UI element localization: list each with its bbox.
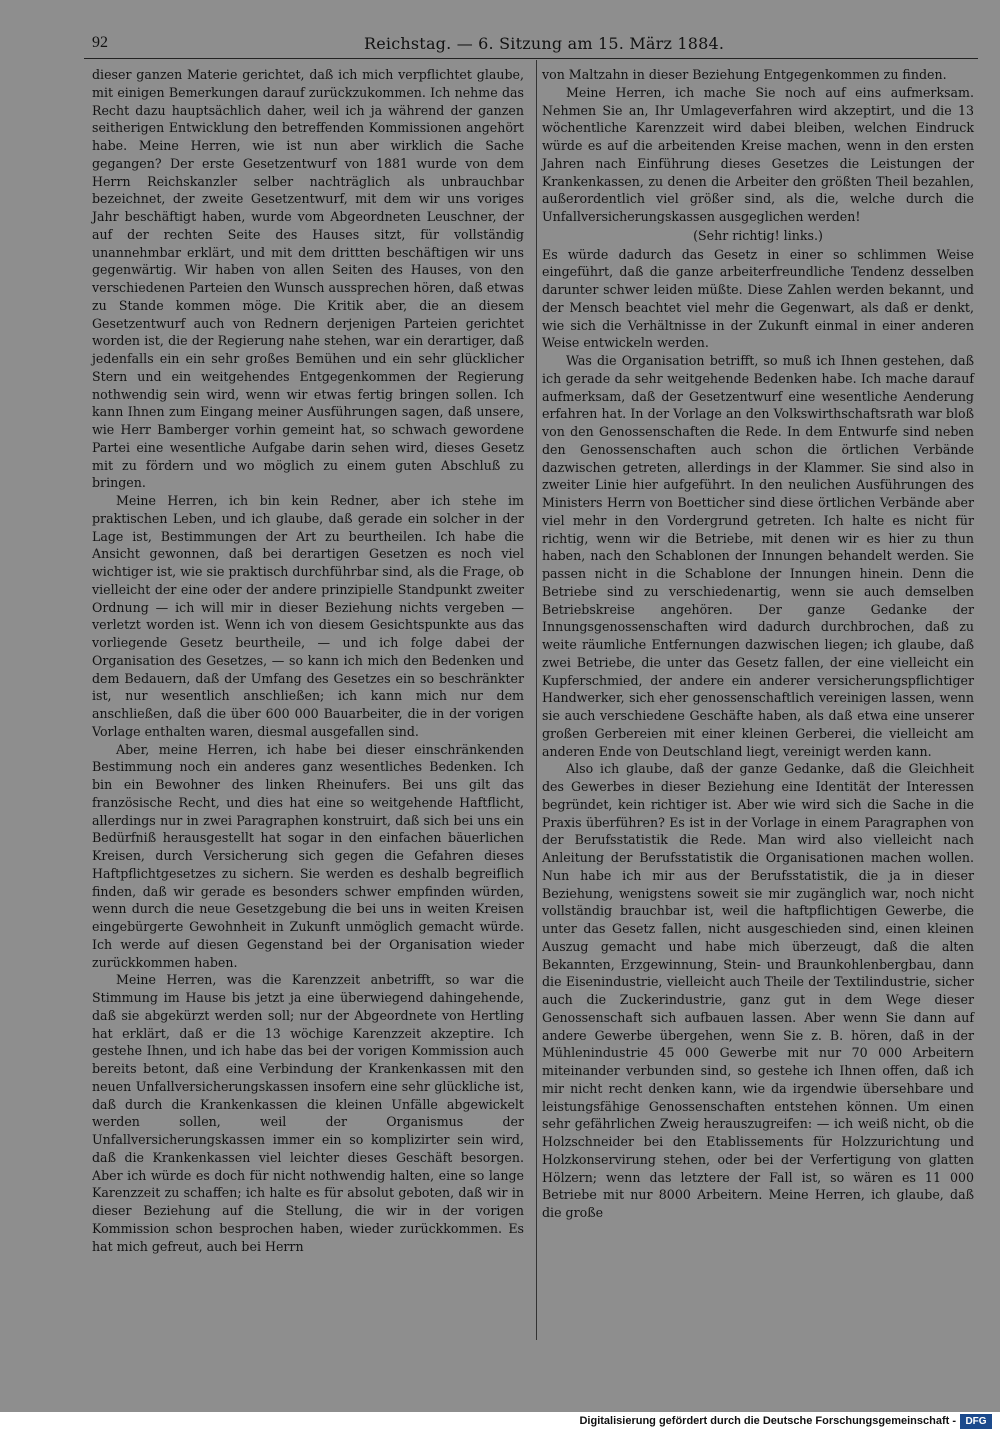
right-column [542,66,974,1222]
running-head: Reichstag. — 6. Sitzung am 15. März 1884. [364,34,725,53]
paragraph: von Maltzahn in dieser Beziehung Entgegenkommen zu finden. [542,67,947,82]
funding-note: Digitalisierung gefördert durch die Deutsche Forschungsgemeinschaft - [579,1415,956,1427]
column-divider [536,60,537,1340]
dfg-logo: DFG [960,1414,992,1429]
paragraph: Meine Herren, ich bin kein Redner, aber ich stehe im praktischen Leben, und ich glaube, daß gerade ein solcher in der Lage ist, Bestimmungen der Art zu beurtheilen. Ich habe die Ansicht gewonnen, daß bei derartigen Gesetzen es noch viel wichtiger ist, wie sie praktisch durchführbar sind, als die Frage, ob vielleicht der eine oder der andere prinzipielle Standpunkt zweiter Ordnung — ich will mir in dieser Beziehung nichts vergeben — verletzt worden ist. Wenn ich von diesem Gesichtspunkte aus das vorliegende Gesetz beurtheile, — und ich folge dabei der Organisation des Gesetzes, — so kann ich mich den Bedenken und dem Bedauern, daß der Umfang des Gesetzes ein so beschränkter ist, nur wesentlich anschließen; ich kann mich nur dem anschließen, daß die über 600 000 Bauarbeiter, die in der vorigen Vorlage enthalten waren, diesmal ausgefallen sind. [92,493,524,739]
paragraph: Also ich glaube, daß der ganze Gedanke, daß die Gleichheit des Gewerbes in dieser Beziehung eine Identität der Interessen begründet, kein richtiger ist. Aber wie wird sich die Sache in die Praxis überführen? Es ist in der Vorlage in einem Paragraphen von der Berufsstatistik die Rede. Man wird also vielleicht nach Anleitung der Berufsstatistik die Organisationen machen wollen. Nun habe ich mir aus der Berufsstatistik, die ja in dieser Beziehung, wenigstens soweit sie mir zugänglich war, noch nicht vollständig brauchbar ist, weil die haftpflichtigen Gewerbe, die unter das Gesetz fallen, nicht ausgeschieden sind, einen kleinen Auszug gemacht und habe mich überzeugt, daß die alten Bekannten, Erzgewinnung, Stein- und Braunkohlenbergbau, dann die Eisenindustrie, vielleicht auch Theile der Textilindustrie, sicher auch die Zuckerindustrie, ganz gut in dem Wege dieser Genossenschaft sich aufbauen lassen. Aber wenn Sie dann auf andere Gewerbe übergehen, wenn Sie z. B. hören, daß in der Mühlenindustrie 45 000 Gewerbe mit nur 70 000 Arbeitern miteinander verbunden sind, so gestehe ich Ihnen offen, daß ich mir nicht recht denken kann, wie da irgendwie übersehbare und leistungsfähige Genossenschaften entstehen können. Um einen sehr gefährlichen Zweig herauszugreifen: — ich weiß nicht, ob die Holzschneider bei den Etablissements für Holzzurichtung und Holzkonservirung stehen, oder bei der Verfertigung von glatten Hölzern; wenn das letztere der Fall ist, so wären es 11 000 Betriebe mit nur 8000 Arbeitern. Meine Herren, ich glaube, daß die große [542,761,974,1220]
paragraph: dieser ganzen Materie gerichtet, daß ich mich verpflichtet glaube, mit einigen Bemerkungen darauf zurückzukommen. Ich nehme das Recht dazu hauptsächlich daher, weil ich ja während der ganzen seitherigen Entwicklung den betreffenden Kommissionen angehört habe. Meine Herren, wie ist nun aber wirklich die Sache gegangen? Der erste Gesetzentwurf von 1881 wurde von dem Herrn Reichskanzler selber nachträglich als unbrauchbar bezeichnet, der zweite Gesetzentwurf, mit dem wir uns voriges Jahr beschäftigt haben, wurde vom Abgeordneten Leuschner, der auf der rechten Seite des Hauses sitzt, für vollständig unannehmbar erklärt, und mit dem drittten beschäftigen wir uns gegenwärtig. Wir haben von allen Seiten des Hauses, von den verschiedenen Parteien den Wunsch aussprechen hören, daß etwas zu Stande kommen möge. Die Kritik aber, die an diesem Gesetzentwurf auch von Rednern derjenigen Parteien gerichtet worden ist, die der Regierung nahe stehen, war ein derartiger, daß jedenfalls ein ein sehr großes Bemühen und ein sehr glücklicher Stern und ein weitgehendes Entgegenkommen der Regierung nothwendig sein wird, wenn wir etwas fertig bringen sollen. Ich kann Ihnen zum Eingang meiner Ausführungen sagen, daß unsere, wie Herr Bamberger vorhin gemeint hat, so schwach gewordene Partei eine wesentliche Aufgabe darin sehen wird, dieses Gesetz mit zu fördern und wo möglich zu einem guten Abschluß zu bringen. [92,67,524,491]
interjection: (Sehr richtig! links.) [693,227,823,243]
paragraph: Meine Herren, ich mache Sie noch auf eins aufmerksam. Nehmen Sie an, Ihr Umlageverfahren wird akzeptirt, und die 13 wöchentliche Karenzzeit wird dabei bleiben, welchen Eindruck würde es auf die arbeitenden Kreise machen, wenn in den ersten Jahren nach Einführung dieses Gesetzes die Leistungen der Krankenkassen, zu denen die Arbeiter den größten Theil bezahlen, außerordentlich viel größer sind, als die, welche durch die Unfallversicherungskassen ausgeglichen werden! [542,84,974,224]
paragraph: Es würde dadurch das Gesetz in einer so schlimmen Weise eingeführt, daß die ganze arbeiterfreundliche Tendenz desselben darunter schwer leiden müßte. Diese Zahlen werden bekannt, und der Mensch beachtet viel mehr die Gegenwart, als daß er denkt, wie sich die Verhältnisse in der Zukunft einmal in einer anderen Weise entwickeln werden. [542,246,974,351]
page-number: 92 [92,34,108,51]
header-rule [84,58,978,59]
paragraph: Meine Herren, was die Karenzzeit anbetrifft, so war die Stimmung im Hause bis jetzt ja eine überwiegend dahingehende, daß sie abgekürzt werden soll; nur der Abgeordnete von Hertling hat erklärt, daß er die 13 wöchige Karenzzeit akzeptire. Ich gestehe Ihnen, und ich habe das bei der vorigen Kommission auch bereits betont, daß eine Verbindung der Krankenkassen mit den neuen Unfallversicherungskassen insofern eine sehr glückliche ist, daß durch die Krankenkassen die kleinen Unfälle abgewickelt werden sollen, weil der Organismus der Unfallversicherungskassen immer ein so komplizirter sein wird, daß die Krankenkassen viel leichter dieses Geschäft besorgen. Aber ich würde es doch für nicht nothwendig halten, eine so lange Karenzzeit zu schaffen; ich halte es für absolut geboten, daß wir in dieser Beziehung auf die Stellung, die wir in der vorigen Kommission schon besprochen haben, wieder zurückkommen. Es hat mich gefreut, auch bei Herrn [92,972,524,1254]
footer-bar [0,1412,1000,1432]
paragraph: Was die Organisation betrifft, so muß ich Ihnen gestehen, daß ich gerade da sehr weitgehende Bedenken habe. Ich mache darauf aufmerksam, daß der Gesetzentwurf eine wesentliche Aenderung erfahren hat. In der Vorlage an den Volkswirthschaftsrath war bloß von den Genossenschaften die Rede. In dem Entwurfe sind neben den Genossenschaften auch schon die örtlichen Verbände dazwischen getreten, allerdings in der Klammer. Sie sind also in zweiter Linie hier aufgeführt. In den neulichen Ausführungen des Ministers Herrn von Boetticher sind diese örtlichen Verbände aber viel mehr in den Vordergrund getreten. Ich halte es nicht für richtig, wenn wir die Betriebe, mit denen wir es hier zu thun haben, nach den Schablonen der Innungen behandelt werden. Sie passen nicht in die Schablone der Innungen hinein. Denn die Betriebe sind zu verschiedenartig, wenn sie auch demselben Betriebskreise angehören. Der ganze Gedanke der Innungsgenossenschaften wird dadurch durchbrochen, daß zu weite räumliche Entfernungen dazwischen liegen; ich glaube, daß zwei Betriebe, die unter das Gesetz fallen, der eine vielleicht ein Kupferschmied, der andere ein anderer versicherungspflichtiger Handwerker, sich eher genossenschaftlich vereinigen lassen, wenn sie auch verschiedene Geschäfte haben, als daß etwa eine unserer großen Gerbereien mit einer kleinen Gerberei, die vielleicht am anderen Ende von Deutschland liegt, vereinigt werden kann. [542,353,974,759]
page-header [90,34,970,60]
left-column [92,66,524,1255]
paragraph: Aber, meine Herren, ich habe bei dieser einschränkenden Bestimmung noch ein anderes ganz wesentliches Bedenken. Ich bin ein Bewohner des linken Rheinufers. Bei uns gilt das französische Recht, und dies hat eine so weitgehende Haftflicht, allerdings nur in zwei Paragraphen konstruirt, daß sich bei uns ein Bedürfniß herausgestellt hat sogar in den einfachen bäuerlichen Kreisen, durch Versicherung sich gegen die Gefahren dieses Haftpflichtgesetzes zu sichern. Sie werden es deshalb begreiflich finden, daß wir gerade es besonders schwer empfinden würden, wenn durch die neue Gesetzgebung die bei uns in weiten Kreisen eingebürgerte Gewohnheit in Zukunft unmöglich gemacht würde. Ich werde auf diesen Gegenstand bei der Organisation wieder zurückkommen haben. [92,741,524,970]
